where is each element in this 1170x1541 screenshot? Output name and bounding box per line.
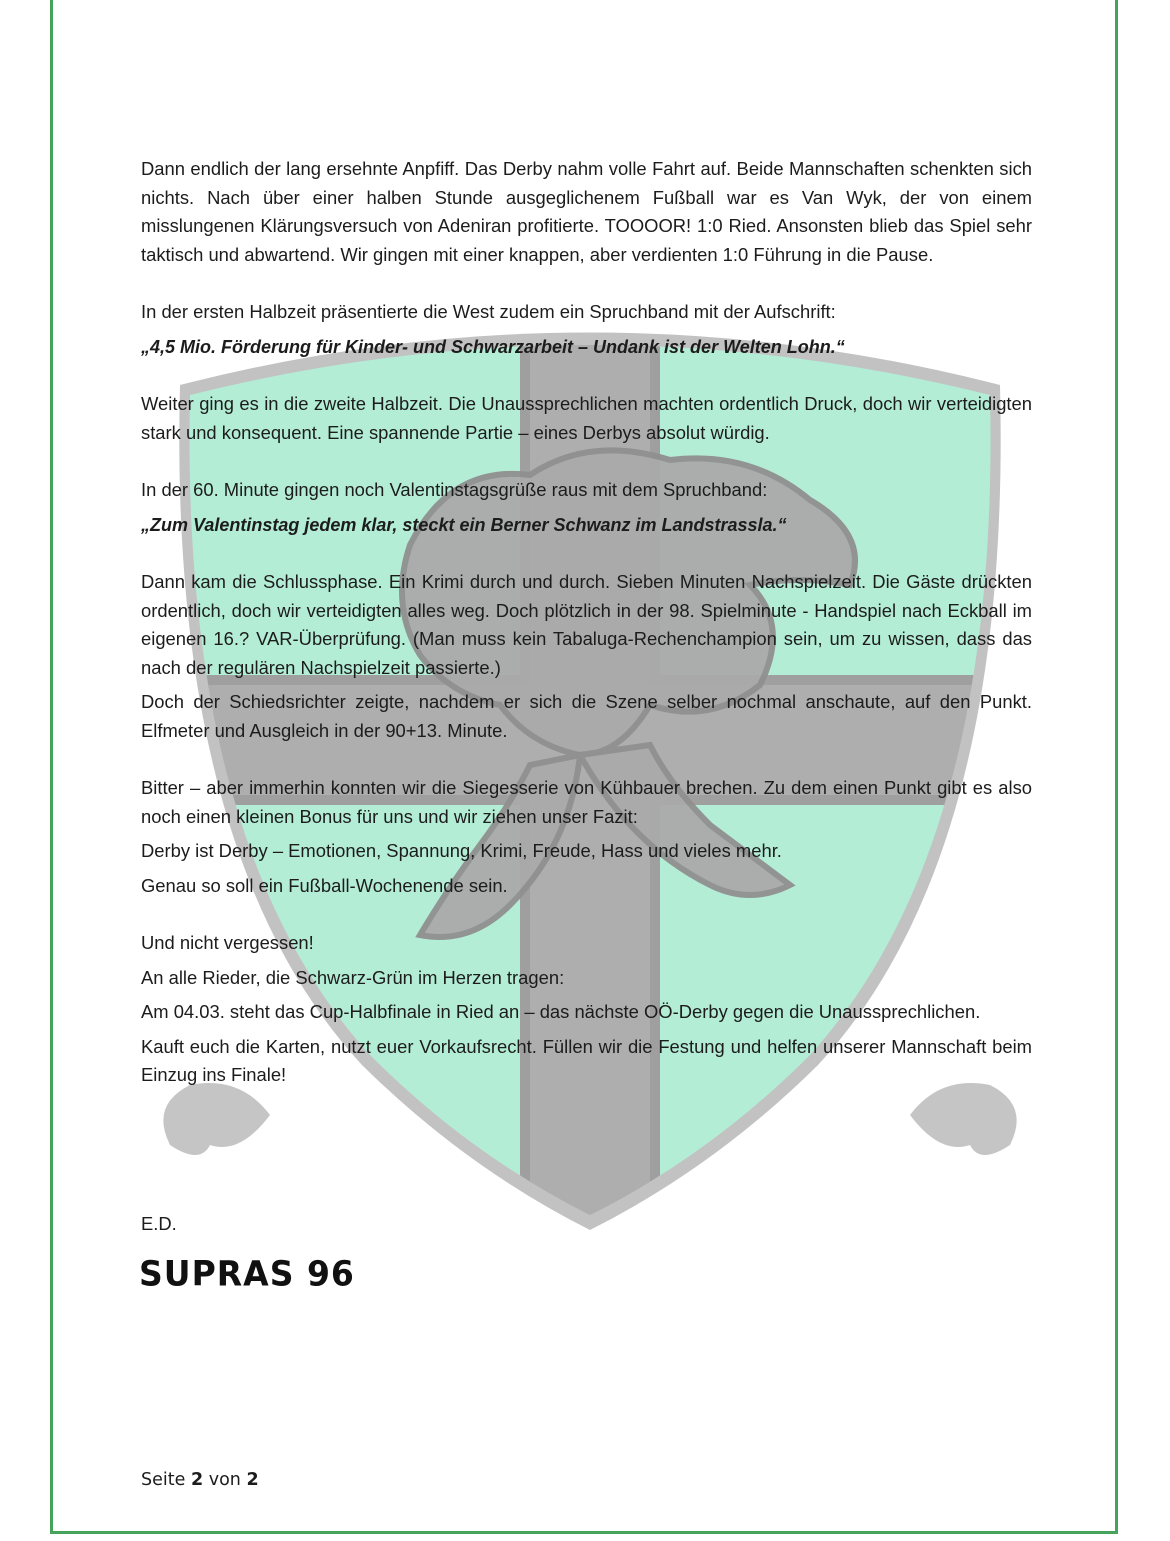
paragraph-weekend: Genau so soll ein Fußball-Wochenende sein. (141, 874, 508, 896)
paragraph-derby-is-derby: Derby ist Derby – Emotionen, Spannung, Krimi, Freude, Hass und vieles mehr. (141, 840, 782, 861)
paragraph-cup-semifinal: Am 04.03. steht das Cup-Halbfinale in Ried an – das nächste OÖ-Derby gegen die Unaussprechlichen. (141, 1001, 981, 1022)
page-sep: von (208, 1470, 241, 1490)
page-label: Seite (141, 1470, 186, 1490)
banner-quote-1: „4,5 Mio. Förderung für Kinder- und Schwarzarbeit – Undank ist der Welten Lohn.“ (141, 336, 845, 357)
banner-quote-2: „Zum Valentinstag jedem klar, steckt ein Berner Schwanz im Landstrassla.“ (141, 514, 787, 535)
paragraph-kickoff: Dann endlich der lang ersehnte Anpfiff. Das Derby nahm volle Fahrt auf. Beide Mannschaften schenkten sich nichts. Nach über einer halben Stunde ausgeglichenem Fußball war es Van Wyk, der von einem misslungenen Klärungsversuch von Adeniran profitierte. TOOOOR! 1:0 Ried. Ansonsten blieb das Spiel sehr taktisch und abwartend. Wir gingen mit einer knappen, aber verdienten 1:0 Führung in die Pause. (141, 158, 1032, 265)
supras-logo: SUPRAS 96 (139, 1253, 355, 1294)
page-total: 2 (246, 1470, 259, 1490)
letter-body (141, 155, 1032, 1090)
paragraph-valentine-intro: In der 60. Minute gingen noch Valentinstagsgrüße raus mit dem Spruchband: (141, 479, 768, 500)
paragraph-bitter: Bitter – aber immerhin konnten wir die Siegesserie von Kühbauer brechen. Zu dem einen Punkt gibt es also noch einen kleinen Bonus für uns und wir ziehen unser Fazit: (141, 777, 1032, 827)
page-number (141, 1470, 259, 1490)
paragraph-buy-tickets: Kauft euch die Karten, nutzt euer Vorkaufsrecht. Füllen wir die Festung und helfen unserer Mannschaft beim Einzug ins Finale! (141, 1035, 1032, 1085)
paragraph-dont-forget: Und nicht vergessen! (141, 932, 314, 953)
page-current: 2 (190, 1470, 204, 1490)
paragraph-penalty: Doch der Schiedsrichter zeigte, nachdem er sich die Szene selber nochmal anschaute, auf den Punkt. Elfmeter und Ausgleich in der 90+13. Minute. (141, 691, 1032, 741)
paragraph-second-half: Weiter ging es in die zweite Halbzeit. Die Unaussprechlichen machten ordentlich Druck, doch wir verteidigten stark und konsequent. Eine spannende Partie – eines Derbys absolut würdig. (141, 393, 1032, 443)
signature-initials: E.D. (141, 1213, 177, 1234)
paragraph-final-phase: Dann kam die Schlussphase. Ein Krimi durch und durch. Sieben Minuten Nachspielzeit. Die Gäste drückten ordentlich, doch wir verteidigten alles weg. Doch plötzlich in der 98. Spielminute - Handspiel nach Eckball im eigenen 16.? VAR-Überprüfung. (Man muss kein Tabaluga-Rechenchampion sein, um zu wissen, dass das nach der regulären Nachspielzeit passierte.) (141, 571, 1032, 678)
paragraph-to-all-rieder: An alle Rieder, die Schwarz-Grün im Herzen tragen: (141, 966, 565, 988)
paragraph-banner-intro: In der ersten Halbzeit präsentierte die West zudem ein Spruchband mit der Aufschrift: (141, 301, 836, 322)
